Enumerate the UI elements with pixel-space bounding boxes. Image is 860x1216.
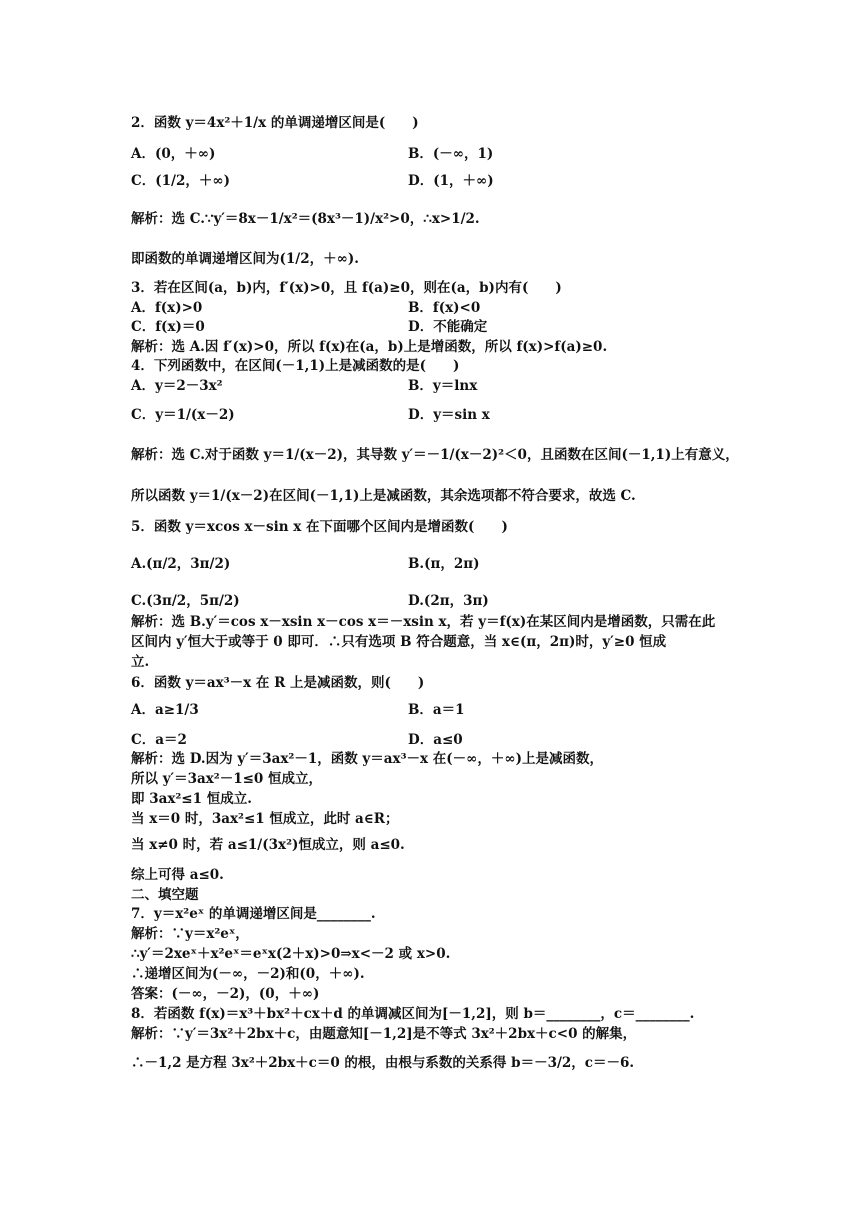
q8-solution-1: 解析：∵y′＝3x²＋2bx＋c，由题意知[－1,2]是不等式 3x²＋2bx＋c<0 的解集， — [131, 1026, 637, 1042]
q2-option-c: C．(1/2，＋∞) — [131, 173, 230, 189]
q2-stem: 2．函数 y＝4x²＋1/x 的单调递增区间是( ) — [131, 115, 419, 131]
q2-option-d: D．(1，＋∞) — [408, 173, 494, 189]
q4-stem: 4．下列函数中，在区间(－1,1)上是减函数的是( ) — [131, 358, 460, 374]
q5-solution-2: 区间内 y′恒大于或等于 0 即可．∴只有选项 B 符合题意，当 x∈(π，2π)时，y′≥0 恒成 — [131, 634, 667, 650]
q5-stem: 5．函数 y＝xcos x－sin x 在下面哪个区间内是增函数( ) — [131, 519, 508, 535]
q7-stem: 7．y＝x²eˣ 的单调递增区间是________. — [131, 906, 376, 922]
q4-option-b: B．y＝lnx — [408, 378, 478, 394]
q6-option-d: D．a≤0 — [408, 732, 463, 748]
section-heading: 二、填空题 — [131, 887, 199, 903]
q5-solution-3: 立. — [131, 654, 150, 670]
q6-solution-2: 所以 y′＝3ax²－1≤0 恒成立， — [131, 771, 323, 787]
q3-stem: 3．若在区间(a，b)内，f′(x)>0，且 f(a)≥0，则在(a，b)内有( ) — [131, 280, 562, 296]
q8-solution-2: ∴－1,2 是方程 3x²＋2bx＋c＝0 的根，由根与系数的关系得 b＝－3/2，c＝－6. — [131, 1055, 635, 1071]
q6-solution-5: 当 x≠0 时，若 a≤1/(3x²)恒成立，则 a≤0. — [131, 837, 405, 853]
q3-option-d: D．不能确定 — [408, 319, 488, 335]
q5-option-b: B.(π，2π) — [408, 556, 480, 572]
q3-option-b: B．f(x)<0 — [408, 300, 481, 316]
q7-solution-3: ∴递增区间为(－∞，－2)和(0，＋∞). — [131, 966, 365, 982]
q5-solution-1: 解析：选 B.y′＝cos x－xsin x－cos x＝－xsin x，若 y＝f(x)在某区间内是增函数，只需在此 — [131, 614, 716, 630]
q5-option-a: A.(π/2，3π/2) — [131, 556, 231, 572]
q6-option-a: A．a≥1/3 — [131, 702, 199, 718]
q3-solution: 解析：选 A.因 f′(x)>0，所以 f(x)在(a，b)上是增函数，所以 f(x)>f(a)≥0. — [131, 339, 608, 355]
q7-solution-2: ∴y′＝2xeˣ＋x²eˣ＝eˣx(2＋x)>0⇒x<－2 或 x>0. — [131, 946, 451, 962]
q4-option-d: D．y＝sin x — [408, 407, 490, 423]
q6-stem: 6．函数 y＝ax³－x 在 R 上是减函数，则( ) — [131, 675, 425, 691]
q5-option-c: C.(3π/2，5π/2) — [131, 593, 240, 609]
q2-option-a: A．(0，＋∞) — [131, 146, 216, 162]
q6-option-c: C．a＝2 — [131, 732, 187, 748]
q4-option-c: C．y＝1/(x－2) — [131, 407, 235, 423]
q4-solution-2: 所以函数 y＝1/(x－2)在区间(－1,1)上是减函数，其余选项都不符合要求，故选 C. — [131, 488, 636, 504]
q6-solution-1: 解析：选 D.因为 y′＝3ax²－1，函数 y＝ax³－x 在(－∞，＋∞)上是减函数， — [131, 751, 603, 767]
q5-option-d: D.(2π，3π) — [408, 593, 489, 609]
q3-option-c: C．f(x)＝0 — [131, 319, 205, 335]
q6-option-b: B．a＝1 — [408, 702, 465, 718]
q3-option-a: A．f(x)>0 — [131, 300, 203, 316]
q2-option-b: B．(－∞，1) — [408, 146, 494, 162]
q4-option-a: A．y＝2－3x² — [131, 378, 223, 394]
q6-solution-6: 综上可得 a≤0. — [131, 867, 224, 883]
q2-solution-1: 解析：选 C.∵y′＝8x－1/x²＝(8x³－1)/x²>0，∴x>1/2. — [131, 211, 480, 227]
q7-answer: 答案：(－∞，－2)，(0，＋∞) — [131, 986, 320, 1002]
q4-solution-1: 解析：选 C.对于函数 y＝1/(x－2)，其导数 y′＝－1/(x－2)²＜0，且函数在区间(－1,1)上有意义， — [131, 447, 739, 463]
q8-stem: 8．若函数 f(x)＝x³＋bx²＋cx＋d 的单调减区间为[－1,2]，则 b＝________，c＝________. — [131, 1006, 695, 1022]
q7-solution-1: 解析：∵y＝x²eˣ， — [131, 926, 249, 942]
q6-solution-4: 当 x＝0 时，3ax²≤1 恒成立，此时 a∈R； — [131, 811, 399, 827]
q2-solution-2: 即函数的单调递增区间为(1/2，＋∞). — [131, 251, 359, 267]
q6-solution-3: 即 3ax²≤1 恒成立. — [131, 791, 252, 807]
